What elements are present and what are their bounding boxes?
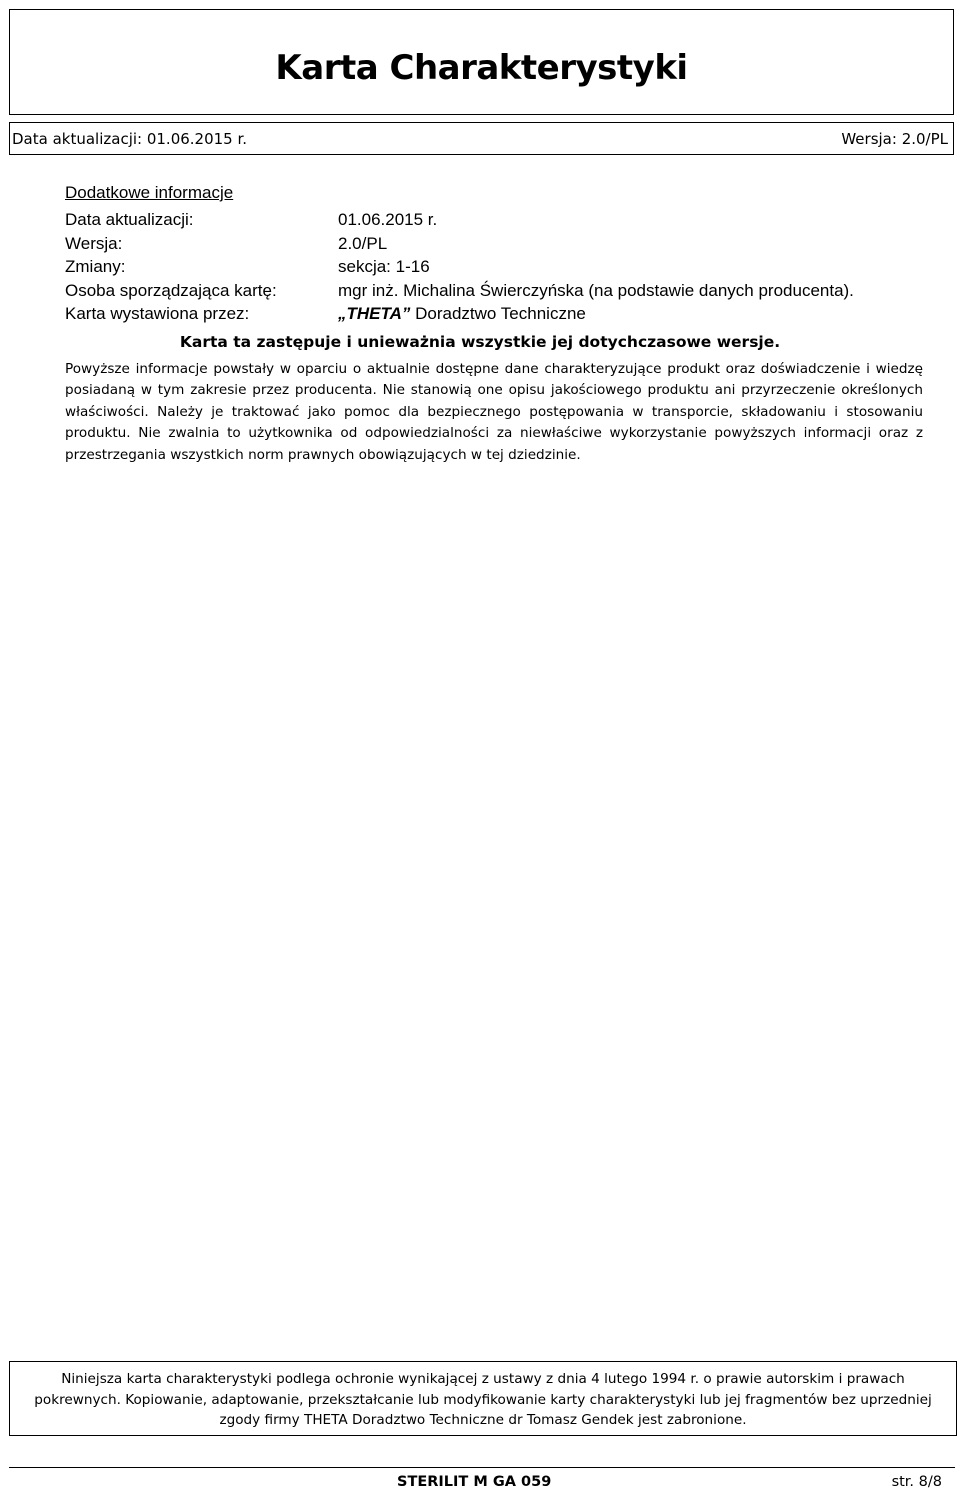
- info-label: Wersja:: [65, 234, 123, 253]
- footer-divider: [9, 1467, 955, 1468]
- copyright-notice: [9, 1361, 957, 1436]
- info-label: Zmiany:: [65, 257, 126, 276]
- supersede-notice: Karta ta zastępuje i unieważnia wszystkie jej dotychczasowe wersje.: [179, 333, 781, 351]
- info-value-issuer: [338, 304, 586, 324]
- issuer-name: Doradztwo Techniczne: [410, 304, 586, 323]
- issuer-brand: „THETA”: [338, 304, 411, 323]
- document-meta-bar: [9, 122, 954, 155]
- document-title-box: [9, 9, 954, 115]
- info-value: sekcja: 1-16: [338, 257, 430, 276]
- disclaimer-paragraph: Powyższe informacje powstały w oparciu o aktualnie dostępne dane charakteryzujące produkt oraz doświadczenie i wiedzę posiadaną w tym zakresie przez producenta. Nie stanowią one opisu jakościowego produktu ani przyrzeczenie określonych właściwości. Należy je traktować jako pomoc dla bezpiecznego postępowania w transporcie, składowaniu i stosowaniu produktu. Nie zwalnia to użytkownika od odpowiedzialności za niewłaściwe wykorzystanie powyższych informacji oraz z przestrzegania wszystkich norm prawnych obowiązujących w tej dziedzinie.: [65, 361, 923, 463]
- page-number: str. 8/8: [891, 1474, 942, 1490]
- info-label: Data aktualizacji:: [65, 210, 194, 229]
- info-label: Karta wystawiona przez:: [65, 304, 250, 323]
- info-label: Osoba sporządzająca kartę:: [65, 281, 277, 300]
- copyright-line: pokrewnych. Kopiowanie, adaptowanie, przekształcanie lub modyfikowanie karty charakterystyki lub jej fragmentów bez uprzedniej: [34, 1391, 932, 1408]
- info-value: 2.0/PL: [338, 234, 388, 253]
- document-title: Karta Charakterystyki: [275, 48, 688, 88]
- copyright-line: zgody firmy THETA Doradztwo Techniczne dr Tomasz Gendek jest zabronione.: [219, 1412, 747, 1428]
- version: Wersja: 2.0/PL: [841, 130, 948, 148]
- section-heading: Dodatkowe informacje: [65, 183, 234, 202]
- info-value: mgr inż. Michalina Świerczyńska (na podstawie danych producenta).: [338, 281, 854, 300]
- product-name: STERILIT M GA 059: [397, 1474, 552, 1490]
- update-date: Data aktualizacji: 01.06.2015 r.: [12, 130, 248, 148]
- info-value: 01.06.2015 r.: [338, 210, 438, 229]
- copyright-line: Niniejsza karta charakterystyki podlega ochronie wynikającej z ustawy z dnia 4 lutego 1994 r. o prawie autorskim i prawach: [61, 1371, 905, 1387]
